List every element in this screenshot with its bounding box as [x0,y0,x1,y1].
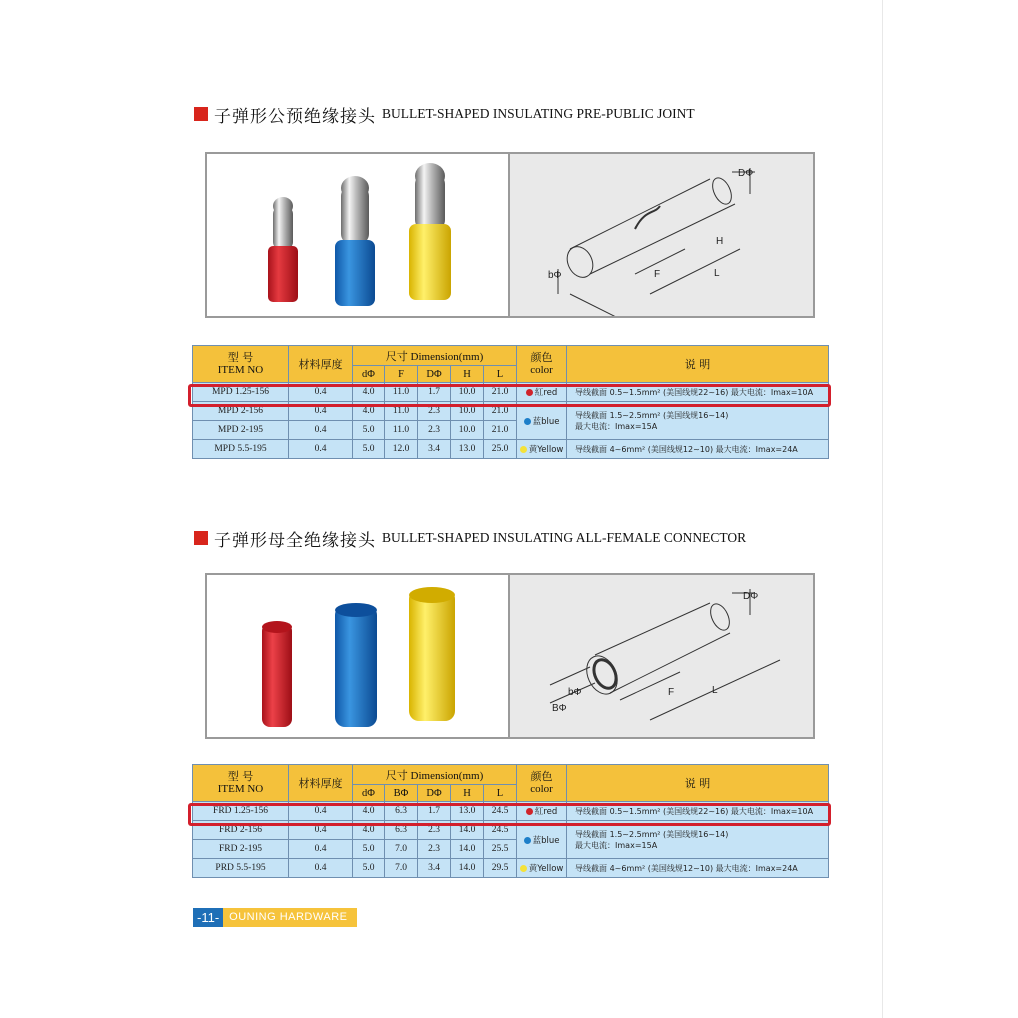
dim-label-l: L [714,268,720,279]
cell-note: 导线截面 0.5~1.5mm² (美国线规22~16) 最大电流：Imax=10A [567,383,829,402]
table-row [193,821,829,840]
cell-dim: 21.0 [484,421,517,440]
dim-label-f: F [654,269,661,280]
cell-dim: 6.3 [385,821,418,840]
cell-dim: 21.0 [484,383,517,402]
dim-label-bphi: bΦ [548,270,562,281]
cell-dim: 4.0 [353,821,385,840]
cell-dim: 13.0 [451,802,484,821]
dim-label-dphi: DΦ [743,591,759,602]
blue-dot-icon [524,418,531,425]
cell-thickness: 0.4 [289,421,353,440]
cell-dim: 4.0 [353,383,385,402]
yellow-male-connector [409,163,451,300]
subheader-dphi-big: DΦ [418,366,451,383]
cell-thickness: 0.4 [289,383,353,402]
header-item-no: 型 号 ITEM NO [193,765,289,802]
cell-item: PRD 5.5-195 [193,859,289,878]
cell-item: FRD 2-156 [193,821,289,840]
section1-spec-table [192,345,829,459]
yellow-dot-icon [520,446,527,453]
title-square-icon [194,107,208,121]
cell-color-yellow: 黄Yellow [517,859,567,878]
cell-dim: 24.5 [484,821,517,840]
dim-label-f: F [668,687,675,698]
table-row [193,859,829,878]
dim-label-h: H [716,236,724,247]
cell-dim: 2.3 [418,821,451,840]
header-thickness: 材料厚度 [289,765,353,802]
cell-dim: 5.0 [353,859,385,878]
header-color: 颜色 color [517,346,567,383]
cell-dim: 5.0 [353,440,385,459]
cell-dim: 7.0 [385,840,418,859]
cell-dim: 6.3 [385,802,418,821]
cell-dim: 1.7 [418,802,451,821]
page-number: -11- [193,908,223,927]
cell-dim: 5.0 [353,421,385,440]
red-dot-icon [526,389,533,396]
cell-note: 导线截面 1.5~2.5mm² (美国线规16~14) 最大电流：Imax=15A [567,821,829,859]
subheader-h: H [451,785,484,802]
subheader-f: F [385,366,418,383]
cell-dim: 3.4 [418,859,451,878]
cell-dim: 24.5 [484,802,517,821]
cell-dim: 10.0 [451,421,484,440]
red-male-connector [268,197,298,302]
section2-figure [205,573,815,739]
subheader-bphi: BΦ [385,785,418,802]
table-row [193,440,829,459]
cell-dim: 10.0 [451,383,484,402]
cell-item: FRD 1.25-156 [193,802,289,821]
cell-color-red: 紅red [517,383,567,402]
cell-item: FRD 2-195 [193,840,289,859]
header-dimension: 尺寸 Dimension(mm) [353,346,517,366]
cell-dim: 2.3 [418,840,451,859]
cell-dim: 4.0 [353,802,385,821]
cell-dim: 11.0 [385,402,418,421]
cell-item: MPD 1.25-156 [193,383,289,402]
cell-note: 导线截面 0.5~1.5mm² (美国线规22~16) 最大电流：Imax=10A [567,802,829,821]
section2-title [194,526,746,550]
red-dot-icon [526,808,533,815]
cell-note: 导线截面 1.5~2.5mm² (美国线规16~14) 最大电流：Imax=15A [567,402,829,440]
subheader-h: H [451,366,484,383]
header-dimension: 尺寸 Dimension(mm) [353,765,517,785]
table-row [193,802,829,821]
cell-note: 导线截面 4~6mm² (美国线规12~10) 最大电流：Imax=24A [567,440,829,459]
cell-color-red: 紅red [517,802,567,821]
cell-dim: 1.7 [418,383,451,402]
subheader-l: L [484,366,517,383]
cell-note: 导线截面 4~6mm² (美国线规12~10) 最大电流：Imax=24A [567,859,829,878]
section2-spec-table [192,764,829,878]
cell-thickness: 0.4 [289,402,353,421]
cell-dim: 4.0 [353,402,385,421]
header-color: 颜色 color [517,765,567,802]
title-square-icon [194,531,208,545]
cell-item: MPD 2-195 [193,421,289,440]
section1-product-photo [207,154,510,316]
cell-color-blue: 蓝blue [517,402,567,440]
cell-dim: 11.0 [385,383,418,402]
header-note: 说 明 [567,765,829,802]
section2-dimension-drawing [510,575,813,737]
cell-thickness: 0.4 [289,859,353,878]
cell-thickness: 0.4 [289,440,353,459]
dim-label-l: L [712,685,718,696]
cell-thickness: 0.4 [289,840,353,859]
section2-product-photo [207,575,510,737]
cell-dim: 14.0 [451,840,484,859]
cell-dim: 12.0 [385,440,418,459]
subheader-dphi: dΦ [353,785,385,802]
cell-dim: 29.5 [484,859,517,878]
cell-dim: 2.3 [418,421,451,440]
cell-dim: 21.0 [484,402,517,421]
cell-dim: 25.5 [484,840,517,859]
cell-dim: 13.0 [451,440,484,459]
blue-dot-icon [524,837,531,844]
dim-label-dphi: DΦ [738,168,754,179]
blue-male-connector [335,176,375,306]
section1-dimension-drawing [510,154,813,316]
header-item-no: 型 号 ITEM NO [193,346,289,383]
dim-label-bphi-big: BΦ [552,703,567,714]
brand-label: OUNING HARDWARE [223,908,357,927]
section1-title [194,102,695,126]
cell-dim: 25.0 [484,440,517,459]
section2-title-cn: 子弹形母全绝缘接头 [214,530,376,551]
cell-dim: 14.0 [451,821,484,840]
cell-item: MPD 5.5-195 [193,440,289,459]
page-edge [882,0,883,1018]
cell-dim: 11.0 [385,421,418,440]
yellow-dot-icon [520,865,527,872]
cell-dim: 5.0 [353,840,385,859]
subheader-dphi-big: DΦ [418,785,451,802]
cell-thickness: 0.4 [289,802,353,821]
section1-title-en: BULLET-SHAPED INSULATING PRE-PUBLIC JOINT [382,106,695,121]
cell-dim: 10.0 [451,402,484,421]
cell-thickness: 0.4 [289,821,353,840]
cell-dim: 2.3 [418,402,451,421]
section1-title-cn: 子弹形公预绝缘接头 [214,106,376,127]
header-thickness: 材料厚度 [289,346,353,383]
section1-figure [205,152,815,318]
dim-label-bphi-small: bΦ [568,687,582,698]
red-female-connector [262,621,292,727]
cell-item: MPD 2-156 [193,402,289,421]
subheader-dphi: dΦ [353,366,385,383]
header-note: 说 明 [567,346,829,383]
table-row [193,383,829,402]
cell-dim: 14.0 [451,859,484,878]
cell-color-yellow: 黄Yellow [517,440,567,459]
section2-title-en: BULLET-SHAPED INSULATING ALL-FEMALE CONNECTOR [382,530,747,545]
page-footer [193,908,357,927]
yellow-female-connector [409,587,455,721]
cell-dim: 7.0 [385,859,418,878]
cell-color-blue: 蓝blue [517,821,567,859]
subheader-l: L [484,785,517,802]
blue-female-connector [335,603,377,727]
cell-dim: 3.4 [418,440,451,459]
table-row [193,402,829,421]
